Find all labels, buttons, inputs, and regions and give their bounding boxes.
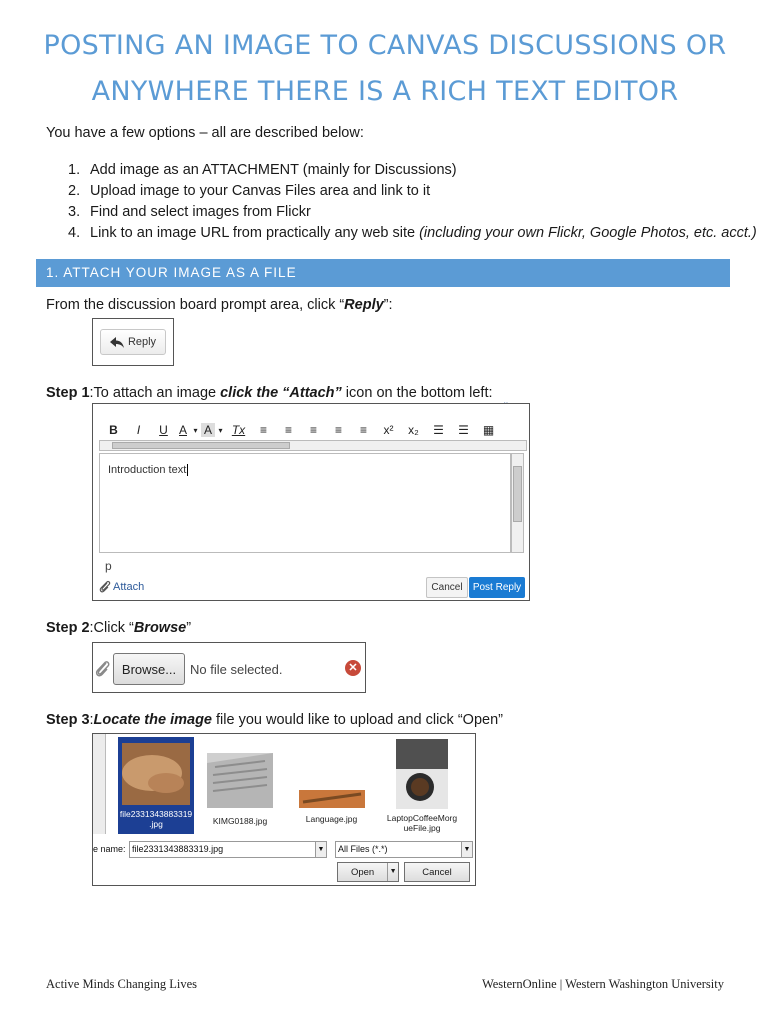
footer-tagline: Active Minds Changing Lives — [46, 977, 198, 991]
underline-button[interactable]: U — [159, 423, 168, 437]
highlight-button[interactable]: A — [201, 423, 215, 437]
file-tile[interactable]: LaptopCoffeeMorg ueFile.jpg — [379, 737, 465, 834]
text-color-dropdown-icon[interactable]: ▾ — [193, 425, 198, 435]
reply-button[interactable]: Reply — [100, 329, 166, 355]
bold-button[interactable]: B — [109, 423, 118, 437]
page-title-line-2: ANYWHERE THERE IS A RICH TEXT EDITOR — [91, 76, 679, 107]
numbered-list-button[interactable]: ☰ — [458, 423, 469, 437]
align-right-button[interactable]: ≡ — [309, 423, 317, 437]
footer-institution: WesternOnline | Western Washington University — [481, 977, 724, 991]
step-1-instruction: Step 1:To attach an image click the “Attach” icon on the bottom left: — [46, 385, 493, 401]
step-3-instruction: Step 3:Locate the image file you would like to upload and click “Open” — [46, 712, 503, 728]
post-reply-button[interactable]: Post Reply — [469, 577, 525, 598]
file-tile[interactable]: KIMG0188.jpg — [201, 737, 279, 834]
editor-content-area[interactable]: Introduction text — [99, 453, 511, 553]
chevron-down-icon[interactable]: ▼ — [387, 863, 398, 881]
page-title-line-1: POSTING AN IMAGE TO CANVAS DISCUSSIONS OR — [43, 30, 727, 61]
table-button[interactable]: ▦ — [482, 423, 495, 437]
browse-button[interactable]: Browse... — [113, 653, 185, 685]
bullet-list-button[interactable]: ☰ — [433, 423, 444, 437]
list-item: 1. Add image as an ATTACHMENT (mainly for Discussions) — [68, 162, 457, 178]
reply-arrow-icon — [110, 337, 124, 348]
options-list — [68, 160, 757, 244]
list-item: 4. Link to an image URL from practically any web site (including your own Flickr, Google Photos, etc. acct.) — [68, 225, 757, 241]
photo-thumbnail — [207, 753, 273, 808]
section-heading: 1. ATTACH YOUR IMAGE AS A FILE — [36, 259, 730, 287]
paperclip-icon — [99, 580, 111, 593]
list-item: 3. Find and select images from Flickr — [68, 204, 311, 220]
vertical-scrollbar[interactable] — [511, 453, 524, 553]
file-tile[interactable]: Language.jpg — [289, 737, 374, 834]
photo-thumbnail — [122, 743, 190, 805]
horizontal-scrollbar[interactable] — [99, 440, 527, 451]
rich-text-editor-screenshot — [92, 403, 530, 601]
italic-button[interactable]: I — [136, 423, 141, 437]
dialog-scrollbar[interactable] — [93, 734, 106, 834]
paperclip-icon — [95, 659, 111, 679]
dialog-cancel-button[interactable]: Cancel — [404, 862, 470, 882]
cancel-button[interactable]: Cancel — [426, 577, 468, 598]
reply-instruction: From the discussion board prompt area, click “Reply”: — [46, 297, 393, 313]
filename-row — [93, 840, 476, 860]
element-path: p — [105, 559, 112, 573]
intro-text: You have a few options – all are described below: — [46, 125, 364, 141]
step-2-instruction: Step 2:Click “Browse” — [46, 620, 192, 636]
clear-format-button[interactable]: Tx — [231, 423, 246, 437]
filename-label: e name: — [93, 844, 126, 854]
file-tile[interactable]: file2331343883319 .jpg — [118, 737, 194, 834]
editor-toolbar — [101, 420, 527, 440]
align-center-button[interactable]: ≡ — [284, 423, 292, 437]
photo-thumbnail — [299, 790, 365, 808]
subscript-button[interactable]: x₂ — [408, 423, 419, 437]
attach-button[interactable]: Attach — [99, 580, 144, 593]
filename-input[interactable]: file2331343883319.jpg ▼ — [129, 841, 327, 858]
outdent-button[interactable]: ≡ — [359, 423, 367, 437]
open-button[interactable]: Open ▼ — [337, 862, 399, 882]
superscript-button[interactable]: x² — [383, 423, 394, 437]
file-type-select[interactable]: All Files (*.*) ▼ — [335, 841, 473, 858]
clear-icon[interactable]: ✕ — [345, 660, 361, 676]
chevron-down-icon[interactable]: ▼ — [315, 842, 326, 857]
file-status: No file selected. — [190, 662, 283, 677]
browse-screenshot — [92, 642, 366, 693]
file-open-dialog-screenshot — [92, 733, 476, 886]
photo-thumbnail — [396, 739, 448, 809]
list-item: 2. Upload image to your Canvas Files area and link to it — [68, 183, 431, 199]
highlight-dropdown-icon[interactable]: ▾ — [218, 425, 223, 435]
justify-button[interactable]: ≡ — [334, 423, 342, 437]
align-left-button[interactable]: ≡ — [259, 423, 267, 437]
chevron-down-icon[interactable]: ▼ — [461, 842, 472, 857]
reply-screenshot — [92, 318, 174, 366]
text-color-button[interactable]: A — [178, 423, 187, 437]
